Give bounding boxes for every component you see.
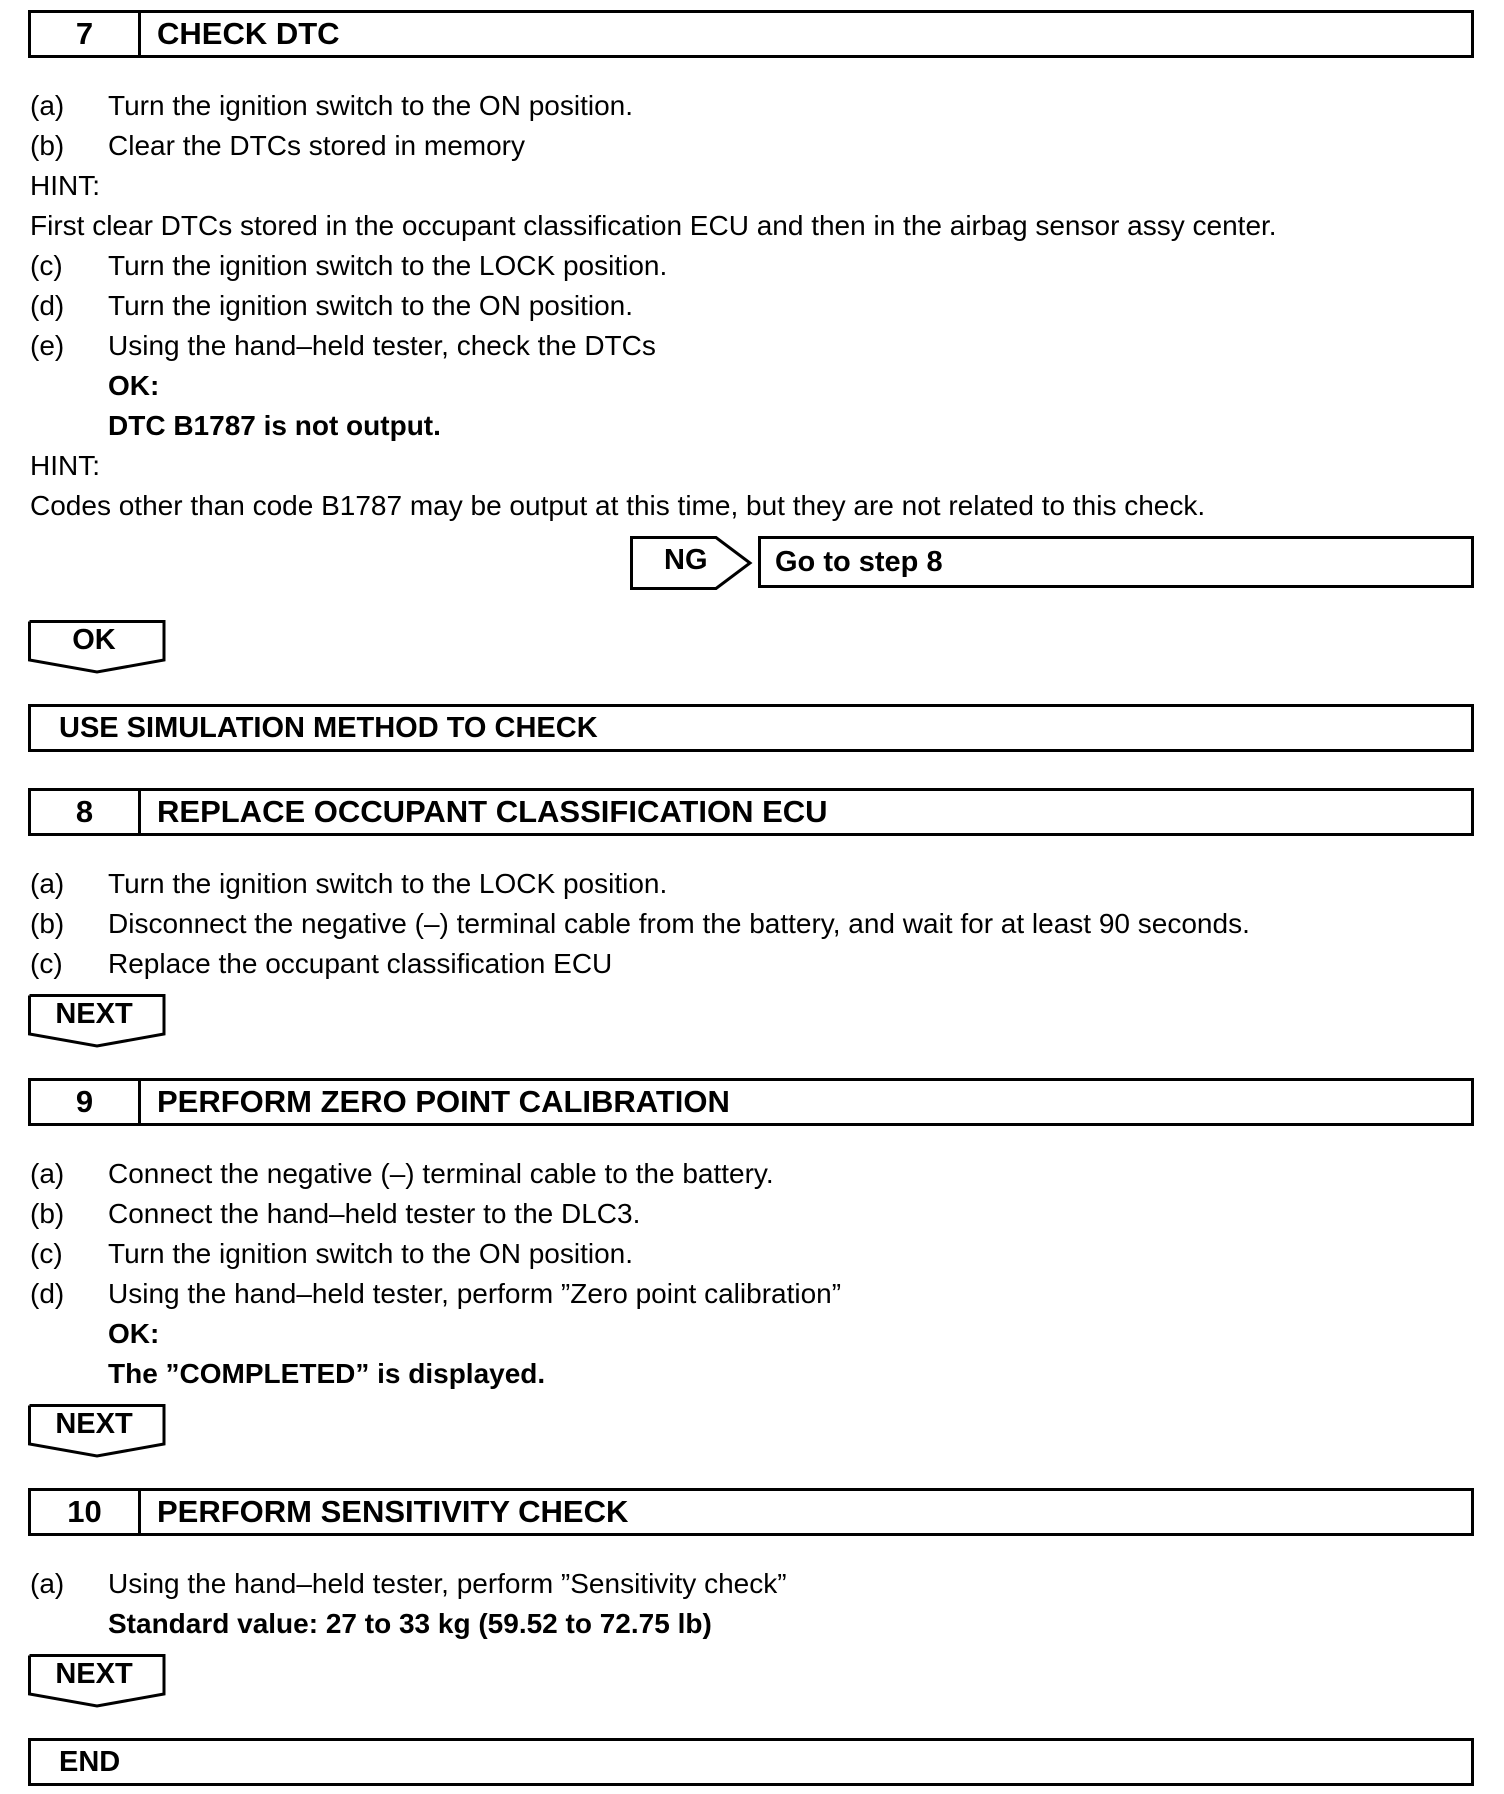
step-7-b-letter: (b) — [30, 130, 65, 161]
step-7-header — [28, 10, 1474, 58]
step-7-e-letter: (e) — [30, 330, 65, 361]
step-10-number: 10 — [31, 1491, 141, 1533]
step-10-title: PERFORM SENSITIVITY CHECK — [157, 1494, 629, 1529]
step-8-b-text: Disconnect the negative (–) terminal cable from the battery, and wait for at least 90 seconds. — [108, 908, 1250, 939]
step-9-number: 9 — [31, 1081, 141, 1123]
step-10-next-label: NEXT — [55, 1658, 133, 1690]
step-8-c-text: Replace the occupant classification ECU — [108, 948, 613, 979]
step-10-a-text: Using the hand–held tester, perform ”Sensitivity check” — [108, 1568, 787, 1599]
step-9-b-letter: (b) — [30, 1198, 65, 1229]
ok-button[interactable] — [28, 620, 166, 674]
step-9-ok-label: OK: — [108, 1318, 160, 1349]
step-7-a-letter: (a) — [30, 90, 65, 121]
step-9-ok-text: The ”COMPLETED” is displayed. — [108, 1358, 546, 1389]
step-8-next-button[interactable] — [28, 994, 166, 1048]
step-7-hint2-text: Codes other than code B1787 may be output at this time, but they are not related to this check. — [30, 490, 1206, 521]
step-8-number: 8 — [31, 791, 141, 833]
step-7-c-text: Turn the ignition switch to the LOCK position. — [108, 250, 668, 281]
step-7-title: CHECK DTC — [157, 16, 340, 51]
step-8-header — [28, 788, 1474, 836]
step-7-hint1-text: First clear DTCs stored in the occupant classification ECU and then in the airbag sensor assy center. — [30, 210, 1277, 241]
step-9-next-button[interactable] — [28, 1404, 166, 1458]
step-9-b-text: Connect the hand–held tester to the DLC3. — [108, 1198, 641, 1229]
step-9-d-text: Using the hand–held tester, perform ”Zero point calibration” — [108, 1278, 842, 1309]
step-7-a-text: Turn the ignition switch to the ON position. — [108, 90, 633, 121]
step-7-d-text: Turn the ignition switch to the ON position. — [108, 290, 633, 321]
step-9-d-letter: (d) — [30, 1278, 65, 1309]
step-7-d-letter: (d) — [30, 290, 65, 321]
simulation-method-box: USE SIMULATION METHOD TO CHECK — [28, 704, 1474, 752]
step-8-b-letter: (b) — [30, 908, 65, 939]
step-7-hint1-label: HINT: — [30, 170, 100, 201]
ng-label: NG — [664, 544, 708, 576]
step-9-next-label: NEXT — [55, 1408, 133, 1440]
step-7-hint2-label: HINT: — [30, 450, 100, 481]
step-9-header — [28, 1078, 1474, 1126]
step-7-e-text: Using the hand–held tester, check the DTCs — [108, 330, 656, 361]
step-10-header — [28, 1488, 1474, 1536]
step-8-title: REPLACE OCCUPANT CLASSIFICATION ECU — [157, 794, 828, 829]
step-9-title: PERFORM ZERO POINT CALIBRATION — [157, 1084, 730, 1119]
step-7-ok-text: DTC B1787 is not output. — [108, 410, 441, 441]
ng-arrow-box[interactable] — [630, 536, 754, 590]
ok-button-label: OK — [72, 624, 116, 656]
step-8-next-label: NEXT — [55, 998, 133, 1030]
end-box: END — [28, 1738, 1474, 1786]
step-9-a-letter: (a) — [30, 1158, 65, 1189]
step-8-c-letter: (c) — [30, 948, 63, 979]
goto-step-8-link[interactable]: Go to step 8 — [758, 536, 1474, 588]
step-7-ok-label: OK: — [108, 370, 160, 401]
step-7-c-letter: (c) — [30, 250, 63, 281]
step-10-a-letter: (a) — [30, 1568, 65, 1599]
step-9-c-text: Turn the ignition switch to the ON position. — [108, 1238, 633, 1269]
step-7-number: 7 — [31, 13, 141, 55]
step-8-a-letter: (a) — [30, 868, 65, 899]
step-10-next-button[interactable] — [28, 1654, 166, 1708]
step-9-a-text: Connect the negative (–) terminal cable to the battery. — [108, 1158, 774, 1189]
step-7-b-text: Clear the DTCs stored in memory — [108, 130, 526, 161]
step-9-c-letter: (c) — [30, 1238, 63, 1269]
step-10-standard-value: Standard value: 27 to 33 kg (59.52 to 72.75 lb) — [108, 1608, 712, 1639]
step-8-a-text: Turn the ignition switch to the LOCK position. — [108, 868, 668, 899]
